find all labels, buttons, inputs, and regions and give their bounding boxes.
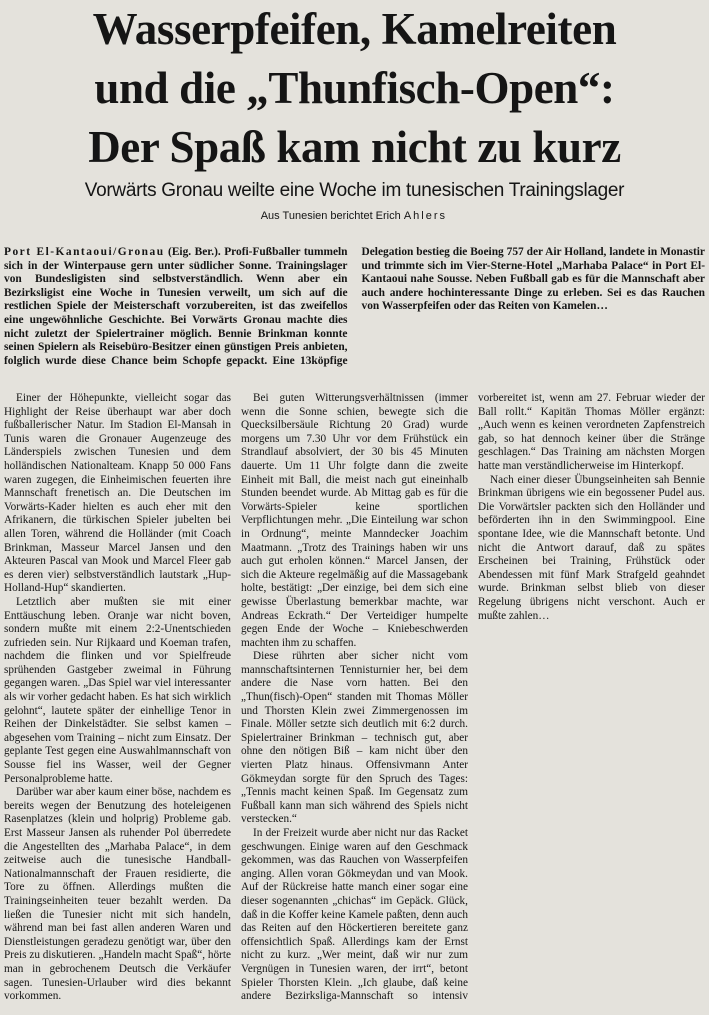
byline-prefix: Aus Tunesien berichtet Erich [260, 210, 401, 222]
lead-body: (Eig. Ber.). Profi-Fußballer tummeln sich in der Winterpause gern unter südlicher Sonne. Trainingslager von Bundesligisten sind selbstverständlich. Wenn aber ein Bezirksligist eine Woche in Tunesien verweilt, um sich auf die restlichen Spiele der Meisterschaft vorzubereiten, ist das zweifellos eine ungewöhnliche Geschichte. Bei Vorwärts Gronau machte dies nicht zuletzt der Spielertrainer möglich. Bennie Brinkman konnte seinen Spielern als Reisebüro-Besitzer einen günstigen Preis anbieten, folglich wurde diese Chance beim Schopfe gepackt. Eine 13köpfige Delegation bestieg die Boeing 757 der Air Holland, landete in Monastir und trimmte sich im Vier-Sterne-Hotel „Marhaba Palace“ in Port El-Kantaoui nahe Sousse. Neben Fußball gab es für die Mannschaft aber auch andere hochinteressante Dinge zu erleben. Sei es das Rauchen von Wasserpfeifen oder das Reiten von Kamelen… [4, 246, 705, 367]
body-paragraph: In der Freizeit wurde aber nicht nur das Racket geschwungen. Einige waren auf den Geschmack gekommen, was das Rauchen von Wasserpfeifen anging. Allen voran Gökmeydan und van Mook. Auf der Rückreise hatte manch einer sogar eine dieser sogenannten „chichas“ im Gepäck. Glück, daß in die Koffer keine Kamele paßten, denn auch das Reiten auf den Höckertieren bereitete ganz offensichtlich Spaß. Allerdings kam der Ernst nicht zu kurz. „Wer meint, daß wir nur zum Vergnügen in Tunesien waren, der irrt“, betont Spieler Thorsten Klein. „Ich glaube, daß keine andere Bezirksliga-Mannschaft so intensiv vorbereitet ist, wenn am 27. Februar wieder der Ball rollt.“ Kapitän Thomas Möller ergänzt: „Auch wenn es keinen verordneten Zapfenstreich gab, so hat dennoch keiner über die Stränge geschlagen.“ Das Training am nächsten Morgen hatte man verständlicherweise im Hinterkopf. [241, 392, 705, 1003]
body-paragraph: Diese rührten aber sicher nicht vom mannschaftsinternen Tennisturnier her, bei dem andere die Nase vorn hatten. Bei den „Thun(fisch)-Open“ standen mit Thomas Möller und Thorsten Klein zwei Zimmergenossen im Finale. Möller setzte sich deutlich mit 6:2 durch. Spielertrainer Brinkman – technisch gut, aber ohne den nötigen Biß – kam nicht über den vierten Platz hinaus. Offensivmann Anter Gökmeydan sorgte für den Spruch des Tages: „Tennis macht keinen Spaß. Im Gegensatz zum Fußball kann man sich während des Spiels nicht verstecken.“ [241, 650, 468, 826]
headline-line-2: und die „Thunfisch-Open“: [94, 63, 615, 113]
headline [0, 0, 709, 177]
body-paragraph: Bei guten Witterungsverhältnissen (immer wenn die Sonne schien, bewegte sich die Quecksilbersäule Richtung 20 Grad) wurde morgens um 7.30 Uhr vor dem Frühstück ein Strandlauf absolviert, der 30 bis 45 Minuten dauerte. Um 11 Uhr folgte dann die zweite Einheit mit Ball, die meist nach gut eineinhalb Stunden beendet wurde. Ab Mittag gab es für die Vorwärts-Spieler keine sportlichen Verpflichtungen mehr. „Die Einteilung war schon in Ordnung“, meinte Manndecker Joachim Maatmann. „Trotz des Trainings haben wir uns auch gut erholen können.“ Marcel Jansen, der sich die Akteure regelmäßig auf die Massagebank holte, bestätigt: „Der einzige, bei dem sich eine gewisse Überlastung bemerkbar machte, war Andreas Eckrath.“ Der Verteidiger humpelte gegen Ende der Woche – Kniebeschwerden machten ihm zu schaffen. [241, 392, 468, 649]
dateline: Port El-Kantaoui/Gronau [4, 246, 165, 258]
body-paragraph: Darüber war aber kaum einer böse, nachdem es bereits wegen der Benutzung des hoteleigenen Rasenplatzes (klein und holprig) Probleme gab. Erst Masseur Jansen als ruhender Pol überredete die Angestellten des „Marhaba Palace“, in dem zeitweise auch die tunesische Handball-Nationalmannschaft der Frauen residierte, die Tore zu öffnen. Allerdings mußten die Trainingseinheiten teuer bezahlt werden. Da ließen die Tunesier nicht mit sich handeln, während man bei fast allen anderen Waren und Dienstleistungen geradezu genötigt war, über den Preis zu diskutieren. „Handeln macht Spaß“, hörte man in gebrochenem Deutsch die Verkäufer sagen. Tunesien-Urlauber wird dies bekannt vorkommen. [4, 786, 231, 1003]
subheadline: Vorwärts Gronau weilte eine Woche im tunesischen Trainingslager [84, 180, 625, 201]
lead-paragraph [4, 246, 705, 380]
byline-author: Ahlers [403, 210, 447, 222]
article-body [4, 392, 705, 1012]
headline-line-1: Wasserpfeifen, Kamelreiten [92, 4, 617, 54]
headline-line-3: Der Spaß kam nicht zu kurz [88, 122, 621, 172]
byline [0, 209, 709, 223]
body-paragraph: Nach einer dieser Übungseinheiten sah Bennie Brinkman übrigens wie ein begossener Pudel aus. Die Vorwärtsler packten sich den Holländer und beförderten ihn in den Swimmingpool. Eine spontane Idee, wie die Mannschaft betonte. Und nicht die Antwort darauf, daß zu spätes Erscheinen bei Training, Frühstück oder Abendessen mit fünf Mark Strafgeld geahndet wurde. Brinkman selbst blieb von dieser Regelung übrigens nicht verschont. Auch er mußte zahlen… [478, 473, 705, 622]
body-paragraph: Einer der Höhepunkte, vielleicht sogar das Highlight der Reise überhaupt war aber doch fußballerischer Natur. Im Stadion El-Mansah in Tunis waren die Gronauer Augenzeuge des Länderspiels zwischen Tunesien und dem holländischen Nationalteam. Knapp 50 000 Fans waren zugegen, die Einheimischen feuerten ihre Mannschaft frenetisch an. Die Deutschen im Vorwärts-Kader hielten es auch eher mit den Afrikanern, die türkischen Spieler jubelten bei allen Toren, während die Holländer (mit Coach Brinkman, Masseur Marcel Jansen und den Akteuren Pascal van Mook und Marcel Fleer gab es deren vier) selbstverständlich lautstark „Hup-Holland-Hup“ skandierten. [4, 392, 231, 595]
body-paragraph: Letztlich aber mußten sie mit einer Enttäuschung leben. Oranje war nicht boven, sondern mußte mit einem 2:2-Unentschieden zufrieden sein. Nur Rijkaard und Koeman trafen, nachdem die flinken und vor Spielfreude sprühenden Gastgeber zweimal in Führung gegangen waren. „Das Spiel war viel interessanter als wir vorher gedacht haben. Es hat sich wirklich gelohnt“, lautete später der einhellige Tenor in Reihen der Dinkelstädter. Sie selbst kamen – abgesehen vom Training – nicht zum Einsatz. Der geplante Test gegen eine Auswahlmannschaft von Sousse fiel ins Wasser, weil der Gegner Personalprobleme hatte. [4, 595, 231, 785]
lead-text [4, 246, 705, 380]
